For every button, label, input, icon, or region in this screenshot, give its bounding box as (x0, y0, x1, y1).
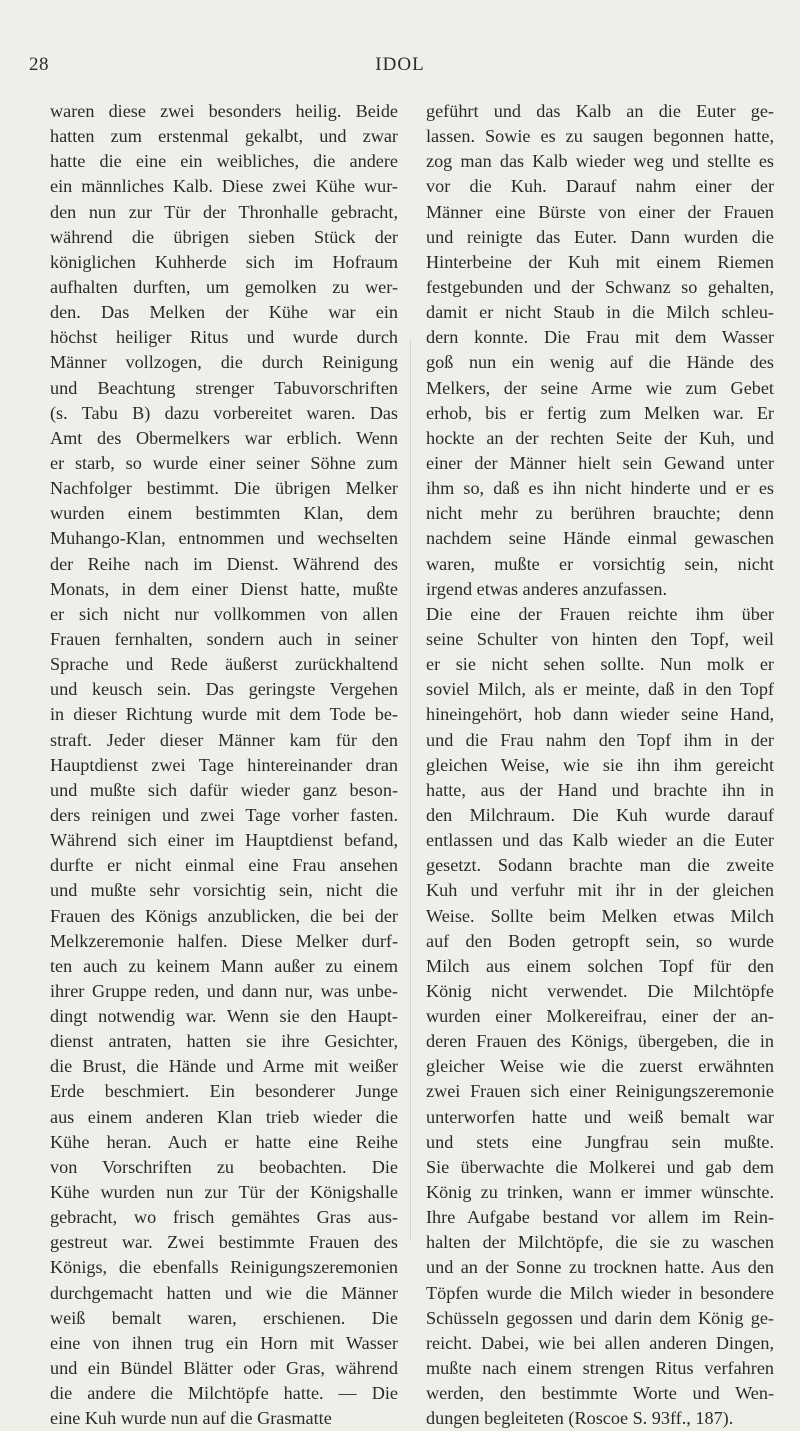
text-line: halten der Milchtöpfe, die sie zu waschen (426, 1232, 774, 1253)
text-line: durfte er nicht einmal eine Frau ansehen (50, 855, 398, 876)
text-line: wurden einem bestimmten Klan, dem (50, 503, 398, 524)
text-line: aufhalten durften, um gemolken zu wer- (50, 276, 398, 297)
text-line: werden, den bestimmte Worte und Wen- (426, 1383, 774, 1404)
text-line: ihrer Gruppe reden, und dann nur, was unbe- (50, 980, 398, 1001)
text-line: erhob, bis er fertig zum Melken war. Er (426, 402, 774, 423)
text-line: durchgemacht hatten und wie die Männer (50, 1282, 398, 1303)
text-line: irgend etwas anderes anzufassen. (426, 578, 668, 599)
text-line: Sprache und Rede äußerst zurückhaltend (50, 654, 398, 675)
text-line: seine Schulter von hinten den Topf, weil (426, 628, 774, 649)
text-line: waren diese zwei besonders heilig. Beide (50, 101, 398, 121)
text-line: ten auch zu keinem Mann außer zu einem (50, 955, 398, 976)
text-line: weiß bemalt waren, erschienen. Die (50, 1307, 398, 1328)
text-line: Erde beschmiert. Ein besonderer Junge (50, 1081, 398, 1102)
text-line: damit er nicht Staub in die Milch schleu- (426, 302, 774, 323)
text-line: er starb, so wurde einer seiner Söhne zum (50, 452, 398, 473)
text-line: dienst antraten, hatten sie ihre Gesichter, (50, 1031, 398, 1052)
text-line: Kuh und verfuhr mit ihr in der gleichen (426, 880, 774, 901)
text-line: und mußte sehr vorsichtig sein, nicht die (50, 880, 398, 901)
right-text-column (426, 99, 774, 1431)
text-line: hockte an der rechten Seite der Kuh, und (426, 427, 774, 448)
text-line: reicht. Dabei, wie bei allen anderen Dingen, (426, 1332, 774, 1353)
text-line: ders reinigen und zwei Tage vorher fasten. (50, 804, 398, 825)
text-line: auf den Boden getropft sein, so wurde (426, 930, 774, 951)
text-line: Hinterbeine der Kuh mit einem Riemen (426, 251, 774, 272)
text-line: Hauptdienst zwei Tage hintereinander dran (50, 754, 398, 775)
text-line: und stets eine Jungfrau sein mußte. (426, 1131, 774, 1152)
text-line: lassen. Sowie es zu saugen begonnen hatte, (426, 126, 774, 147)
text-line: Melkers, der seine Arme wie zum Gebet (426, 377, 774, 398)
text-line: höchst heiliger Ritus und wurde durch (50, 327, 398, 348)
text-line: Sie überwachte die Molkerei und gab dem (426, 1156, 774, 1177)
text-line: zog man das Kalb wieder weg und stellte es (426, 151, 774, 172)
text-line: Männer vollzogen, die durch Reinigung (50, 352, 398, 373)
text-line: zwei Frauen sich einer Reinigungszeremonie (426, 1081, 774, 1102)
text-line: nachdem seine Hände einmal gewaschen (426, 528, 774, 549)
text-line: straft. Jeder dieser Männer kam für den (50, 729, 398, 750)
text-line: nicht mehr zu berühren brauchte; denn (426, 503, 774, 524)
text-line: er sie nicht sehen sollte. Nun molk er (426, 654, 774, 675)
text-line: und an der Sonne zu trocknen hatte. Aus den (426, 1257, 774, 1278)
text-line: Amt des Obermelkers war erblich. Wenn (50, 427, 398, 448)
text-line: Weise. Sollte beim Melken etwas Milch (426, 905, 774, 926)
text-line: dungen begleiteten (Roscoe S. 93ff., 187). (426, 1408, 734, 1429)
text-line: königlichen Kuhherde sich im Hofraum (50, 251, 398, 272)
text-line: hatten zum erstenmal gekalbt, und zwar (50, 126, 398, 147)
text-line: aus einem anderen Klan trieb wieder die (50, 1106, 398, 1127)
text-line: gebracht, wo frisch gemähtes Gras aus- (50, 1207, 398, 1228)
text-line: ihm so, daß es ihn nicht hinderte und er es (426, 478, 774, 499)
text-line: Die eine der Frauen reichte ihm über (426, 603, 774, 624)
text-line: die Brust, die Hände und Arme mit weißer (50, 1056, 398, 1077)
text-line: den nun zur Tür der Thronhalle gebracht, (50, 201, 398, 222)
text-line: Töpfen wurde die Milch wieder in besondere (426, 1282, 774, 1303)
text-line: und reinigte das Euter. Dann wurden die (426, 226, 774, 247)
page-number: 28 (29, 54, 49, 75)
text-line: Männer eine Bürste von einer der Frauen (426, 201, 774, 222)
text-line: waren, mußte er vorsichtig sein, nicht (426, 553, 774, 574)
text-line: hatte die eine ein weibliches, die andere (50, 151, 398, 172)
text-line: (s. Tabu B) dazu vorbereitet waren. Das (50, 402, 398, 423)
text-line: Muhango-Klan, entnommen und wechselten (50, 528, 398, 549)
text-line: soviel Milch, als er meinte, daß in den Topf (426, 679, 774, 700)
text-line: die andere die Milchtöpfe hatte. — Die (50, 1383, 398, 1404)
text-line: unterworfen hatte und weiß bemalt war (426, 1106, 774, 1127)
text-line: und ein Bündel Blätter oder Gras, während (50, 1358, 398, 1379)
text-line: Milch aus einem solchen Topf für den (426, 955, 774, 976)
text-line: vor die Kuh. Darauf nahm einer der (426, 176, 774, 197)
text-line: Schüsseln gegossen und darin dem König ge- (426, 1307, 774, 1328)
text-line: er sich nicht nur vollkommen von allen (50, 603, 398, 624)
text-line: hatte, aus der Hand und brachte ihn in (426, 779, 774, 800)
text-line: in dieser Richtung wurde mit dem Tode be- (50, 704, 398, 725)
text-line: goß nun ein wenig auf die Hände des (426, 352, 774, 373)
text-line: Kühe heran. Auch er hatte eine Reihe (50, 1131, 398, 1152)
text-line: Kühe wurden nun zur Tür der Königshalle (50, 1182, 398, 1203)
column-divider (410, 340, 411, 1240)
text-line: Nachfolger bestimmt. Die übrigen Melker (50, 478, 398, 499)
text-line: der Reihe nach im Dienst. Während des (50, 553, 398, 574)
text-line: Während sich einer im Hauptdienst befand, (50, 830, 398, 851)
text-line: mußte nach einem strengen Ritus verfahren (426, 1358, 774, 1379)
running-head: IDOL (375, 54, 425, 75)
text-line: gestreut war. Zwei bestimmte Frauen des (50, 1232, 398, 1253)
text-line: eine Kuh wurde nun auf die Grasmatte (50, 1408, 332, 1429)
text-line: und die Frau nahm den Topf ihm in der (426, 729, 774, 750)
text-line: wurden einer Molkereifrau, einer der an- (426, 1006, 774, 1027)
text-line: Frauen fernhalten, sondern auch in seiner (50, 628, 398, 649)
text-line: den. Das Melken der Kühe war ein (50, 302, 398, 323)
text-line: entlassen und das Kalb wieder an die Euter (426, 830, 774, 851)
text-line: eine von ihnen trug ein Horn mit Wasser (50, 1332, 398, 1353)
text-line: und keusch sein. Das geringste Vergehen (50, 679, 398, 700)
text-line: Frauen des Königs anzublicken, die bei der (50, 905, 398, 926)
left-text-column (50, 99, 398, 1431)
text-line: ein männliches Kalb. Diese zwei Kühe wur- (50, 176, 398, 197)
text-line: festgebunden und der Schwanz so gehalten, (426, 276, 774, 297)
text-line: Melkzeremonie halfen. Diese Melker durf- (50, 930, 398, 951)
text-line: König nicht verwendet. Die Milchtöpfe (426, 980, 774, 1001)
text-line: gleicher Weise wie die zuerst erwähnten (426, 1056, 774, 1077)
text-line: von Vorschriften zu beobachten. Die (50, 1156, 398, 1177)
text-line: Ihre Aufgabe bestand vor allem im Rein- (426, 1207, 774, 1228)
text-line: deren Frauen des Königs, übergeben, die in (426, 1031, 774, 1052)
text-line: gesetzt. Sodann brachte man die zweite (426, 855, 774, 876)
text-line: geführt und das Kalb an die Euter ge- (426, 101, 774, 121)
text-line: hineingehört, hob dann wieder seine Hand, (426, 704, 774, 725)
text-line: den Milchraum. Die Kuh wurde darauf (426, 804, 774, 825)
text-line: gleichen Weise, wie sie ihn ihm gereicht (426, 754, 774, 775)
text-line: und Beachtung strenger Tabuvorschriften (50, 377, 398, 398)
text-line: König zu trinken, wann er immer wünschte. (426, 1182, 774, 1203)
text-line: dern konnte. Die Frau mit dem Wasser (426, 327, 774, 348)
text-line: während die übrigen sieben Stück der (50, 226, 398, 247)
text-line: und mußte sich dafür wieder ganz beson- (50, 779, 398, 800)
page-header (0, 54, 800, 80)
text-line: einer der Männer hielt sein Gewand unter (426, 452, 774, 473)
text-line: Königs, die ebenfalls Reinigungszeremonien (50, 1257, 398, 1278)
text-line: Monats, in dem einer Dienst hatte, mußte (50, 578, 398, 599)
text-line: dingt notwendig war. Wenn sie den Haupt- (50, 1006, 398, 1027)
